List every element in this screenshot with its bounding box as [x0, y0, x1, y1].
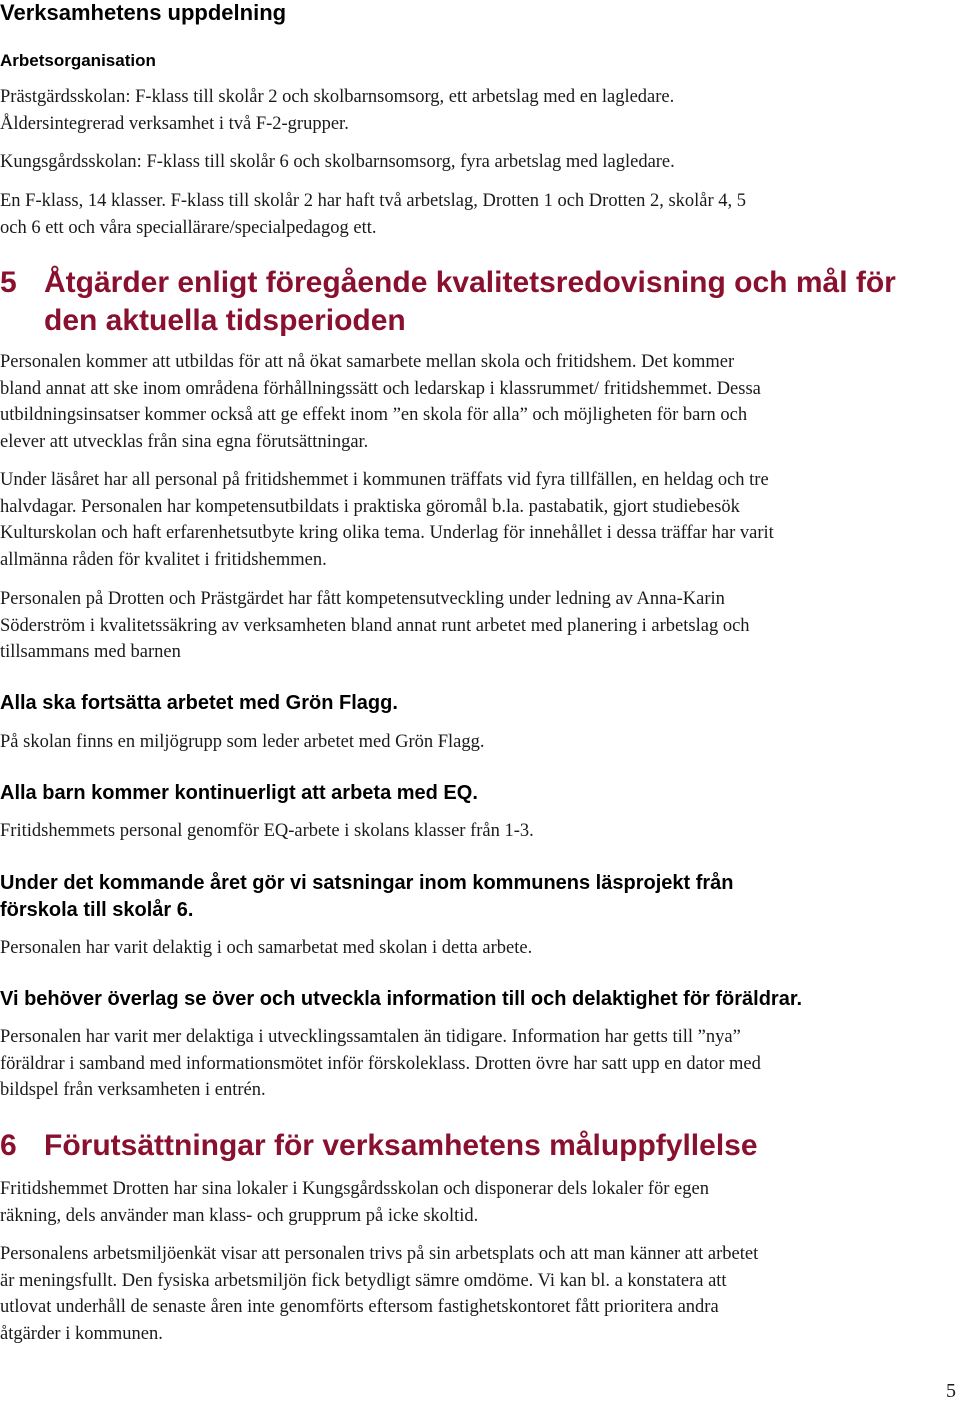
chapter-title-line: Åtgärder enligt föregående kvalitetsredovisning och mål för: [44, 266, 896, 299]
text-line: tillsammans med barnen: [0, 642, 181, 662]
text-line: bildspel från verksamheten i entrén.: [0, 1080, 266, 1100]
paragraph-work-environment: [0, 1241, 960, 1347]
paragraph-organisation-1: [0, 84, 960, 137]
text-line: Personalen har varit delaktig i och samarbetat med skolan i detta arbete.: [0, 938, 533, 958]
text-line: och 6 ett och våra speciallärare/specialpedagog ett.: [0, 217, 377, 238]
chapter-heading-6: [0, 1127, 960, 1167]
text-line: utbildningsinsatser kommer också att ge effekt inom ”en skola för alla” och möjligheten för barn och: [0, 405, 748, 425]
text-line: Fritidshemmets personal genomför EQ-arbete i skolans klasser från 1-3.: [0, 821, 534, 841]
text-line: På skolan finns en miljögrupp som leder arbetet med Grön Flagg.: [0, 732, 485, 752]
text-line: Prästgärdsskolan: F-klass till skolår 2 och skolbarnsomsorg, ett arbetslag med en lagledare.: [0, 87, 675, 107]
text-line: allmänna råden för kvalitet i fritidshemmen.: [0, 549, 327, 570]
goal-text-eq: [0, 818, 960, 845]
goal-text-reading: [0, 935, 960, 962]
goal-heading-parents: [0, 986, 960, 1013]
page-number: 5: [946, 1380, 956, 1402]
text-line: Kungsgårdsskolan: F-klass till skolår 6 och skolbarnsomsorg, fyra arbetslag med lagledare.: [0, 152, 675, 172]
chapter-number: 6: [0, 1129, 17, 1162]
text-line: bland annat att ske inom områdena förhållningssätt och ledarskap i klassrummet/ fritidshemmet. Dessa: [0, 378, 761, 399]
text-line: Personalens arbetsmiljöenkät visar att personalen trivs på sin arbetsplats och att man känner att arbetet: [0, 1244, 759, 1264]
paragraph-organisation-2: [0, 149, 960, 176]
text-line: elever att utvecklas från sina egna förutsättningar.: [0, 431, 369, 452]
text-line: Fritidshemmet Drotten har sina lokaler i Kungsgårdsskolan och disponerar dels lokaler för egen: [0, 1179, 709, 1199]
text-line: Personalen på Drotten och Prästgärdet har fått kompetensutveckling under ledning av Anna-Karin: [0, 589, 725, 609]
text-line: Åldersintegrerad verksamhet i två F-2-grupper.: [0, 113, 349, 134]
chapter-title-line: den aktuella tidsperioden: [44, 304, 406, 337]
goal-heading-reading: [0, 870, 960, 924]
text-line: Kulturskolan och haft erfarenhetsutbyte kring olika tema. Underlag för innehållet i dessa träffar har varit: [0, 523, 774, 543]
goal-heading-eq: [0, 780, 960, 807]
text-line: åtgärder i kommunen.: [0, 1323, 163, 1344]
text-line: halvdagar. Personalen har kompetensutbildats i praktiska göromål b.la. pastabatik, gjort studiebesök: [0, 496, 740, 517]
text-line: Söderström i kvalitetssäkring av verksamheten bland annat runt arbetet med planering i arbetslag och: [0, 615, 750, 636]
chapter-number: 5: [0, 266, 17, 299]
paragraph-training: [0, 349, 960, 455]
text-line: räkning, dels använder man klass- och grupprum på icke skoltid.: [0, 1205, 479, 1226]
text-line: Personalen har varit mer delaktiga i utvecklingssamtalen än tidigare. Information har getts till ”nya”: [0, 1027, 741, 1047]
subsection-title: Arbetsorganisation: [0, 51, 156, 70]
text-line: Under läsåret har all personal på fritidshemmet i kommunen träffats vid fyra tillfällen, en heldag och tre: [0, 470, 769, 490]
goal-heading-line: Alla barn kommer kontinuerligt att arbeta med EQ.: [0, 782, 478, 804]
goal-text-parents: [0, 1024, 960, 1104]
paragraph-competence: [0, 586, 960, 666]
text-line: En F-klass, 14 klasser. F-klass till skolår 2 har haft två arbetslag, Drotten 1 och Drotten 2, skolår 4, 5: [0, 191, 747, 211]
goal-heading-line: förskola till skolår 6.: [0, 899, 194, 921]
goal-heading-line: Under det kommande året gör vi satsningar inom kommunens läsprojekt från: [0, 872, 734, 894]
chapter-heading-5: [0, 264, 960, 340]
paragraph-premises: [0, 1176, 960, 1229]
chapter-title: [44, 1127, 944, 1165]
text-line: Personalen kommer att utbildas för att nå ökat samarbete mellan skola och fritidshem. Det kommer: [0, 352, 735, 372]
goal-heading-line: Vi behöver överlag se över och utveckla information till och delaktighet för föräldrar.: [0, 988, 803, 1010]
goal-text-green-flag: [0, 729, 960, 756]
section-title: Verksamhetens uppdelning: [0, 0, 287, 25]
text-line: föräldrar i samband med informationsmötet inför förskoleklass. Drotten övre har satt upp en dator med: [0, 1053, 761, 1074]
chapter-title: [44, 264, 944, 340]
chapter-title-line: Förutsättningar för verksamhetens måluppfyllelse: [44, 1129, 758, 1162]
goal-heading-line: Alla ska fortsätta arbetet med Grön Flagg.: [0, 692, 398, 714]
paragraph-meetings: [0, 467, 960, 573]
text-line: utlovat underhåll de senaste åren inte genomförts eftersom fastighetskontoret fått prioritera andra: [0, 1297, 719, 1317]
paragraph-organisation-3: [0, 188, 960, 241]
text-line: är meningsfullt. Den fysiska arbetsmiljön fick betydligt sämre omdöme. Vi kan bl. a konstatera att: [0, 1270, 727, 1291]
goal-heading-green-flag: [0, 690, 960, 717]
